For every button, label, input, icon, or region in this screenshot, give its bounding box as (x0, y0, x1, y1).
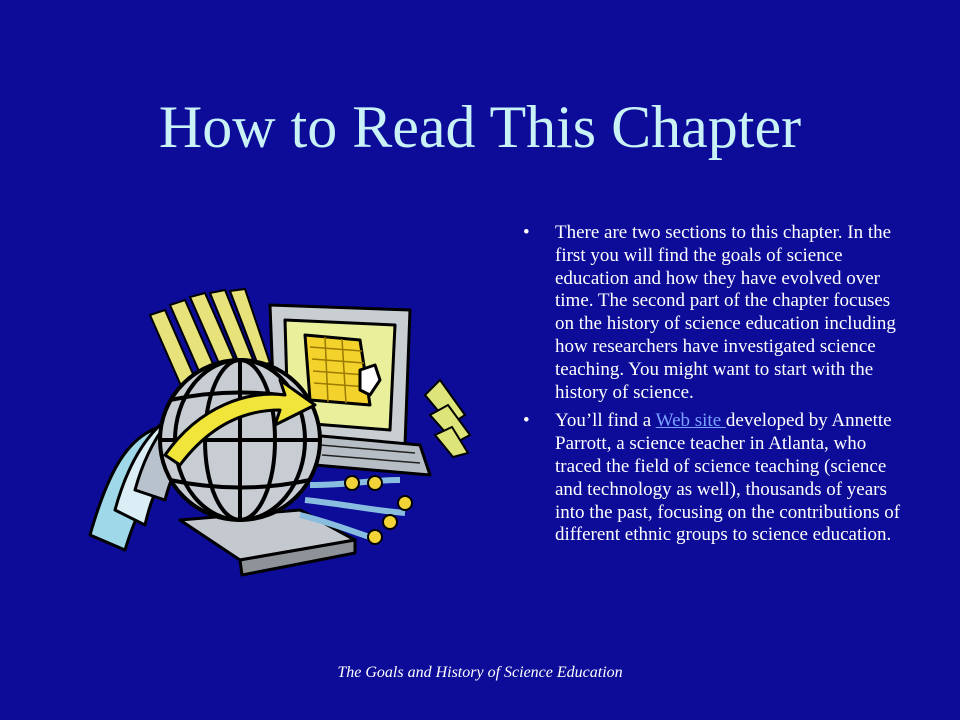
bullet-text-before-link: You’ll find a (555, 410, 656, 432)
bullet-item-sections (520, 222, 910, 404)
bullet-marker: • (523, 410, 530, 432)
bullet-text: There are two sections to this chapter. In the first you will find the goals of science education and how they have evolved over time. The second part of the chapter focuses on the history of science education including how researchers have investigated science teaching. You might want to start with the history of science. (555, 222, 896, 403)
bullet-list (520, 222, 910, 553)
web-site-link[interactable]: Web site (655, 410, 726, 432)
slide-title: How to Read This Chapter (158, 94, 802, 160)
bullet-marker: • (523, 222, 530, 243)
slide-footer: The Goals and History of Science Education (337, 664, 623, 681)
bullet-text-after-link: developed by Annette Parrott, a science teacher in Atlanta, who traced the field of science teaching (science and technology as well), thousands of years into the past, focusing on the contributions of different ethnic groups to science education. (555, 410, 901, 546)
disk-drive-icon (180, 510, 355, 575)
computer-globe-clipart-icon (70, 285, 490, 585)
right-stripes-icon (425, 380, 470, 457)
keyboard-icon (310, 435, 430, 475)
bullet-item-website (520, 410, 910, 547)
